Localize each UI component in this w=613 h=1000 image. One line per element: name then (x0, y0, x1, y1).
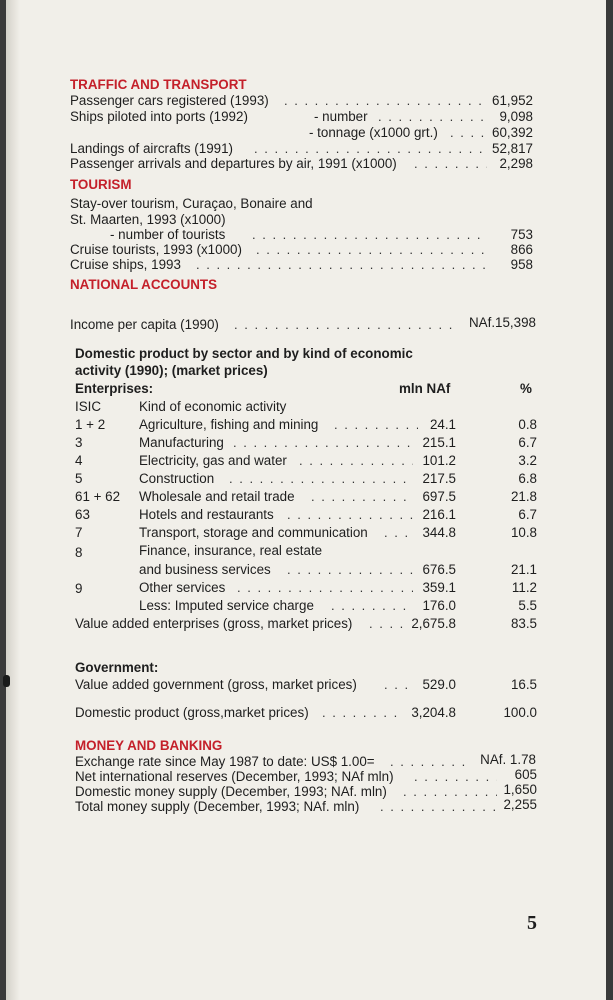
row-label: Landings of aircrafts (1991) (70, 141, 234, 156)
sector-mln: 676.5 (422, 562, 456, 577)
column-header-kind: Kind of economic activity (139, 399, 287, 414)
leader-dots (284, 93, 487, 109)
row-label: Ships piloted into ports (1992) (70, 109, 248, 124)
sector-name: Finance, insurance, real estate (139, 543, 323, 558)
leader-dots (233, 435, 413, 451)
row-value: 9,098 (499, 109, 533, 124)
gdp-title: activity (1990); (market prices) (75, 363, 268, 378)
leader-dots (287, 507, 413, 523)
section-heading-traffic: TRAFFIC AND TRANSPORT (70, 77, 247, 92)
sector-name: Wholesale and retail trade (139, 489, 295, 504)
sector-isic: 8 (75, 545, 83, 560)
sector-isic: 63 (75, 507, 90, 522)
sector-pct: 0.8 (518, 417, 537, 432)
row-value: 61,952 (492, 93, 533, 108)
sector-isic: 7 (75, 525, 83, 540)
value-added-enterprises-mln: 2,675.8 (411, 616, 456, 631)
leader-dots (311, 489, 413, 505)
leader-dots (450, 125, 487, 141)
sector-name: Transport, storage and communication (139, 525, 368, 540)
leader-dots (390, 754, 468, 770)
sector-name: Hotels and restaurants (139, 507, 274, 522)
sector-mln: 216.1 (422, 507, 456, 522)
sector-name: Other services (139, 580, 226, 595)
leader-dots (229, 471, 413, 487)
row-label: Passenger cars registered (1993) (70, 93, 269, 108)
section-heading-money-banking: MONEY AND BANKING (75, 738, 223, 753)
sector-pct: 3.2 (518, 453, 537, 468)
row-label: - number of tourists (110, 227, 226, 242)
binding-mark (3, 675, 10, 687)
leader-dots (384, 677, 408, 693)
page-spine (6, 0, 20, 1000)
tourism-line: Stay-over tourism, Curaçao, Bonaire and (70, 196, 313, 211)
column-header-mln: mln NAf (399, 381, 451, 396)
sector-mln: 344.8 (422, 525, 456, 540)
section-heading-national-accounts: NATIONAL ACCOUNTS (70, 277, 218, 292)
sector-pct: 6.7 (518, 435, 537, 450)
row-label: Net international reserves (December, 1993; NAf mln) (75, 769, 394, 784)
sector-pct: 21.8 (510, 489, 537, 504)
column-header-pct: % (520, 381, 532, 396)
sector-isic: 1 + 2 (75, 417, 106, 432)
tourism-line: St. Maarten, 1993 (x1000) (70, 212, 226, 227)
row-value: 2,298 (499, 156, 533, 171)
sector-isic: 4 (75, 453, 83, 468)
leader-dots (234, 317, 460, 333)
value-added-government-mln: 529.0 (422, 677, 456, 692)
domestic-product-pct: 100.0 (503, 705, 537, 720)
sector-mln: 176.0 (422, 598, 456, 613)
leader-dots (237, 580, 413, 596)
row-value: 1,650 (503, 782, 537, 797)
sector-pct: 10.8 (510, 525, 537, 540)
row-sublabel: - number (314, 109, 368, 124)
row-sublabel: - tonnage (x1000 grt.) (309, 125, 438, 140)
leader-dots (369, 616, 405, 632)
sector-isic: 9 (75, 581, 83, 596)
leader-dots (196, 257, 487, 273)
value-added-government-pct: 16.5 (510, 677, 537, 692)
value-added-government-label: Value added government (gross, market prices) (75, 677, 357, 692)
column-header-isic: ISIC (75, 399, 102, 414)
row-label: Cruise ships, 1993 (70, 257, 181, 272)
sector-mln: 217.5 (422, 471, 456, 486)
sector-mln: 697.5 (422, 489, 456, 504)
sector-mln: 101.2 (422, 453, 456, 468)
row-label: Cruise tourists, 1993 (x1000) (70, 242, 242, 257)
leader-dots (403, 784, 497, 800)
enterprises-label: Enterprises: (75, 381, 154, 396)
row-value: 52,817 (492, 141, 533, 156)
sector-pct: 11.2 (511, 580, 537, 595)
leader-dots (252, 227, 487, 243)
sector-name-continued: and business services (139, 562, 271, 577)
row-label: Passenger arrivals and departures by air, 1991 (x1000) (70, 156, 397, 171)
section-heading-tourism: TOURISM (70, 177, 132, 192)
page-number: 5 (527, 912, 537, 934)
gdp-title: Domestic product by sector and by kind of economic (75, 346, 413, 361)
domestic-product-mln: 3,204.8 (411, 705, 456, 720)
row-value: NAf. 1.78 (480, 752, 536, 767)
row-value: 2,255 (503, 797, 537, 812)
sector-name: Agriculture, fishing and mining (139, 417, 319, 432)
leader-dots (334, 417, 418, 433)
leader-dots (380, 799, 497, 815)
sector-isic: 5 (75, 471, 83, 486)
sector-name: Electricity, gas and water (139, 453, 287, 468)
row-label: Domestic money supply (December, 1993; NAf. mln) (75, 784, 387, 799)
row-label: Total money supply (December, 1993; NAf. mln) (75, 799, 360, 814)
income-value: NAf.15,398 (469, 315, 536, 330)
leader-dots (299, 453, 413, 469)
sector-mln: 359.1 (422, 580, 456, 595)
leader-dots (254, 141, 487, 157)
leader-dots (331, 598, 413, 614)
sector-name: Less: Imputed service charge (139, 598, 314, 613)
sector-isic: 3 (75, 435, 83, 450)
row-value: 60,392 (492, 125, 533, 140)
leader-dots (414, 769, 497, 785)
sector-pct: 6.7 (518, 507, 537, 522)
sector-pct: 21.1 (510, 562, 537, 577)
leader-dots (256, 242, 487, 258)
sector-pct: 6.8 (518, 471, 537, 486)
leader-dots (414, 156, 487, 172)
sector-mln: 215.1 (422, 435, 456, 450)
sector-mln: 24.1 (429, 417, 456, 432)
row-value: 753 (510, 227, 533, 242)
leader-dots (384, 525, 413, 541)
sector-name: Manufacturing (139, 435, 224, 450)
government-label: Government: (75, 660, 159, 675)
value-added-enterprises-pct: 83.5 (510, 616, 537, 631)
row-value: 605 (514, 767, 537, 782)
leader-dots (287, 562, 413, 578)
sector-isic: 61 + 62 (75, 489, 121, 504)
row-value: 958 (510, 257, 533, 272)
income-label: Income per capita (1990) (70, 317, 219, 332)
row-label: Exchange rate since May 1987 to date: US$ 1.00= (75, 754, 375, 769)
leader-dots (378, 109, 487, 125)
sector-name: Construction (139, 471, 215, 486)
value-added-enterprises-label: Value added enterprises (gross, market prices) (75, 616, 353, 631)
leader-dots (322, 705, 400, 721)
sector-pct: 5.5 (518, 598, 537, 613)
row-value: 866 (510, 242, 533, 257)
domestic-product-label: Domestic product (gross,market prices) (75, 705, 309, 720)
